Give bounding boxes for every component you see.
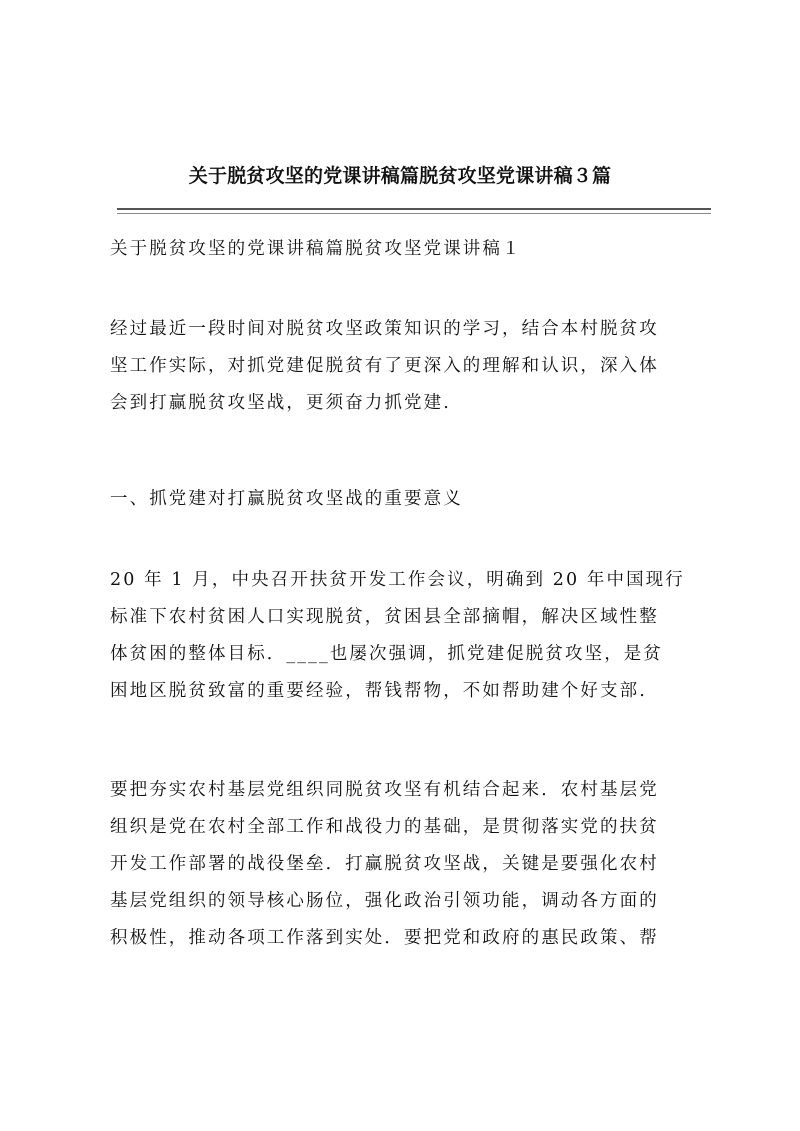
paragraph-line: 开发工作部署的战役堡垒．打赢脱贫攻坚战，关键是要强化农村 [110,854,659,874]
paragraph-line: 坚工作实际，对抓党建促脱贫有了更深入的理解和认识，深入体 [110,356,659,376]
heading-text: 一、抓党建对打赢脱贫攻坚战的重要意义 [110,489,463,509]
paragraph-line: 会到打赢脱贫攻坚战，更须奋力抓党建. [110,393,451,413]
paragraph-intro [110,311,710,422]
paragraph-line: 基层党组织的领导核心肠位，强化政治引领功能，调动各方面的 [110,891,659,911]
paragraph-line: 经过最近一段时间对脱贫攻坚政策知识的学习，结合本村脱贫攻 [110,319,659,339]
paragraph-line: 体贫困的整体目标．____也屡次强调，抓党建促脱贫攻坚，是贫 [110,644,663,664]
subtitle-text: 关于脱贫攻坚的党课讲稿篇脱贫攻坚党课讲稿１ [110,239,522,259]
paragraph-line: 组织是党在农村全部工作和战役力的基础，是贯彻落实党的扶贫 [110,817,659,837]
title-divider [117,208,711,210]
section-subtitle [110,231,710,268]
paragraph-line: 标准下农村贫困人口实现脱贫，贫困县全部摘帽，解决区域性整 [110,607,659,627]
paragraph-line: 困地区脱贫致富的重要经验，帮钱帮物，不如帮助建个好支部. [110,681,647,701]
title-divider-thin [117,213,711,214]
document-title: 关于脱贫攻坚的党课讲稿篇脱贫攻坚党课讲稿３篇 [188,165,612,187]
paragraph-line: 要把夯实农村基层党组织同脱贫攻坚有机结合起来．农村基层党 [110,780,659,800]
paragraph-line: 积极性，推动各项工作落到实处．要把党和政府的惠民政策、帮 [110,928,659,948]
paragraph-grassroots [110,772,710,957]
paragraph-meeting [110,562,710,710]
paragraph-line: 20 年 1 月，中央召开扶贫开发工作会议，明确到 20 年中国现行 [110,570,685,590]
section-heading [110,481,710,518]
